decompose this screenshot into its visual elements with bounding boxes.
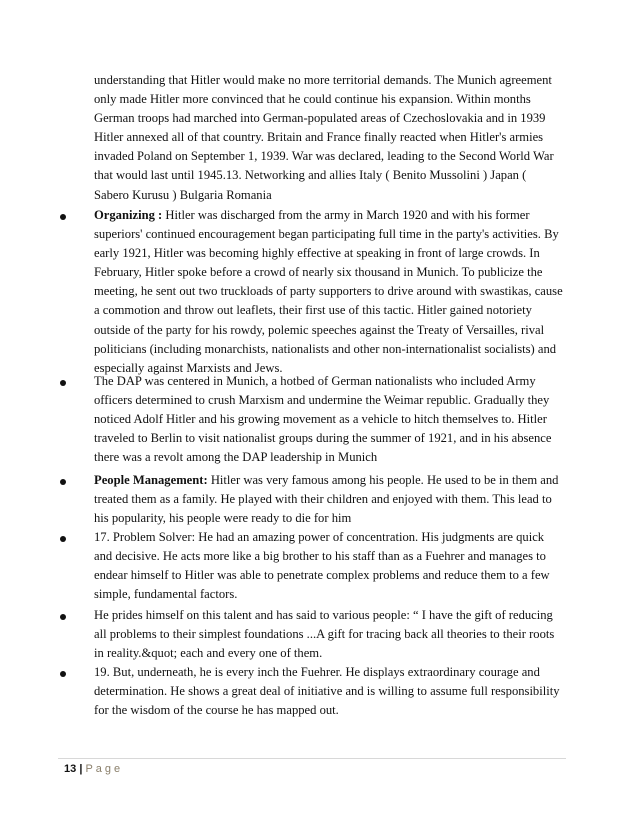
bullet-icon [60,614,66,620]
bullet-icon [60,479,66,485]
page-number: 13 [64,763,77,775]
footer-divider [58,758,566,759]
bullet-icon [60,536,66,542]
intro-paragraph: understanding that Hitler would make no more territorial demands. The Munich agreement only made Hitler more convinced that he could continue his expansion. Within months German troops had marched into German-populated areas of Czechoslovakia and in 1939 Hitler annexed all of that country. Britain and France finally reacted when Hitler's armies invaded Poland on September 1, 1939. War was declared, leading to the Second World War that would last until 1945.13. Networking and allies Italy ( Benito Mussolini ) Japan ( Sabero Kurusu ) Bulgaria Romania [94,73,554,202]
bullet-text: Hitler was discharged from the army in March 1920 and with his former superiors' continued encouragement began participating full time in the party's activities. By early 1921, Hitler was becoming highly effective at speaking in front of large crowds. In February, Hitler spoke before a crowd of nearly six thousand in Munich. To publicize the meeting, he sent out two truckloads of party supporters to drive around with swastikas, cause a commotion and throw out leaflets, their first use of this tactic. Hitler gained notoriety outside of the party for his rowdy, polemic speeches against the Treaty of Versailles, rival politicians (including monarchists, nationalists and other non-internationalist socialists) and especially against Marxists and Jews. [94,208,563,375]
bullet-problem-solver: 17. Problem Solver: He had an amazing power of concentration. His judgments are quick and decisive. He acts more like a big brother to his staff than as a Fuehrer and manages to endear himself to Hitler was able to penetrate complex problems and reduce them to a few simple, fundamental factors. [94,530,550,602]
bullet-icon [60,671,66,677]
bullet-people-management [94,471,564,528]
footer-separator: | [79,763,83,775]
bullet-dap: The DAP was centered in Munich, a hotbed of German nationalists who included Army officers determined to crush Marxism and undermine the Weimar republic. Gradually they noticed Adolf Hitler and his growing movement as a vehicle to hitch themselves to. Hitler traveled to Berlin to visit nationalist groups during the summer of 1921, and in his absence there was a revolt among the DAP leadership in Munich [94,374,552,465]
page-label: Page [85,763,124,775]
bullet-organizing [94,206,564,378]
bullet-heading: Organizing : [94,208,163,222]
bullet-icon [60,214,66,220]
bullet-icon [60,380,66,386]
bullet-gift-quote: He prides himself on this talent and has said to various people: “ I have the gift of reducing all problems to their simplest foundations ...A gift for tracing back all theories to their roots in reality.&quot; each and every one of them. [94,608,555,661]
bullet-heading: People Management: [94,473,208,487]
bullet-fuehrer: 19. But, underneath, he is every inch the Fuehrer. He displays extraordinary courage and determination. He shows a great deal of initiative and is willing to assume full responsibility for the wisdom of the course he has mapped out. [94,665,560,718]
bullet-text: Hitler was very famous among his people. He used to be in them and treated them as a family. He played with their children and enjoyed with them. This lead to his popularity, his people were ready to die for him [94,473,559,526]
page-footer [64,763,123,775]
